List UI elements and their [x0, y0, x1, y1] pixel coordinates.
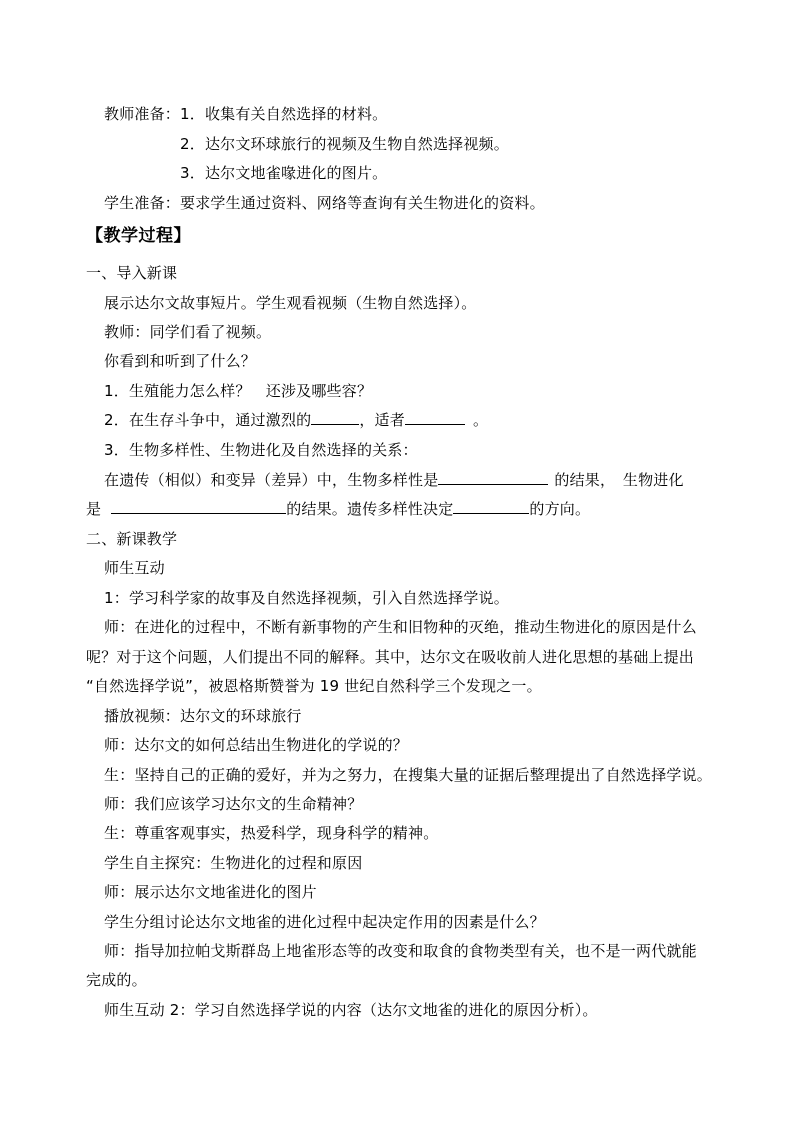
teacher-prep-line-1 [104, 104, 387, 124]
paragraph-line: 你看到和听到了什么？ [104, 352, 257, 370]
student-prep: 学生准备：要求学生通过资料、网络等查询有关生物进化的资料。 [104, 194, 545, 212]
fill-blank [438, 470, 548, 485]
teacher-prep-item: 3．达尔文地雀喙进化的图片。 [180, 164, 388, 182]
paragraph-line: 师：我们应该学习达尔文的生命精神？ [104, 795, 363, 813]
paragraph-line: 师：展示达尔文地雀进化的图片 [104, 883, 317, 901]
paragraph-line: 生：尊重客观事实，热爱科学，现身科学的精神。 [104, 824, 439, 842]
fill-blank [453, 499, 529, 514]
paragraph-line: 生：坚持自己的正确的爱好，并为之努力，在搜集大量的证据后整理提出了自然选择学说。 [104, 766, 713, 784]
paragraph-line: 教师：同学们看了视频。 [104, 323, 272, 341]
section-title: 一、导入新课 [86, 264, 178, 282]
paragraph-line: 在遗传（相似）和变异（差异）中，生物多样性是 的结果， 生物进化 [104, 471, 684, 489]
paragraph-line: 师：达尔文的如何总结出生物进化的学说的？ [104, 736, 409, 754]
fill-blank [311, 410, 359, 425]
paragraph-line: “自然选择学说”，被恩格斯赞誉为 19 世纪自然科学三个发现之一。 [86, 677, 542, 695]
question-line: 1．生殖能力怎么样？ 还涉及哪些容？ [104, 382, 373, 400]
paragraph-line: 师：指导加拉帕戈斯群岛上地雀形态等的改变和取食的食物类型有关，也不是一两代就能 [104, 942, 697, 960]
paragraph-line: 是 的结果。遗传多样性决定 的方向。 [86, 500, 591, 518]
paragraph-line: 播放视频：达尔文的环球旅行 [104, 707, 302, 725]
paragraph-line: 学生自主探究：生物进化的过程和原因 [104, 854, 363, 872]
paragraph-line: 师：在进化的过程中，不断有新事物的产生和旧物种的灭绝，推动生物进化的原因是什么 [104, 618, 697, 636]
question-line: 3．生物多样性、生物进化及自然选择的关系： [104, 441, 418, 459]
fill-blank [111, 499, 286, 514]
paragraph-line: 师生互动 2：学习自然选择学说的内容（达尔文地雀的进化的原因分析）。 [104, 1001, 598, 1019]
section-title: 二、新课教学 [86, 530, 178, 548]
question-line: 2．在生存斗争中，通过激烈的 ，适者 。 [104, 411, 489, 429]
paragraph-line: 学生分组讨论达尔文地雀的进化过程中起决定作用的因素是什么？ [104, 913, 545, 931]
paragraph-line: 呢？对于这个问题，人们提出不同的解释。其中，达尔文在吸收前人进化思想的基础上提出 [86, 648, 695, 666]
teacher-prep-label: 教师准备： [104, 105, 181, 123]
teacher-prep-item: 2．达尔文环球旅行的视频及生物自然选择视频。 [180, 135, 509, 153]
paragraph-line: 完成的。 [86, 971, 147, 989]
teacher-prep-item: 1．收集有关自然选择的材料。 [180, 105, 388, 123]
paragraph-line: 1：学习科学家的故事及自然选择视频，引入自然选择学说。 [104, 589, 509, 607]
fill-blank [405, 410, 465, 425]
paragraph-line: 师生互动 [104, 559, 165, 577]
process-heading: 【教学过程】 [86, 226, 191, 246]
paragraph-line: 展示达尔文故事短片。学生观看视频（生物自然选择）。 [104, 294, 477, 312]
